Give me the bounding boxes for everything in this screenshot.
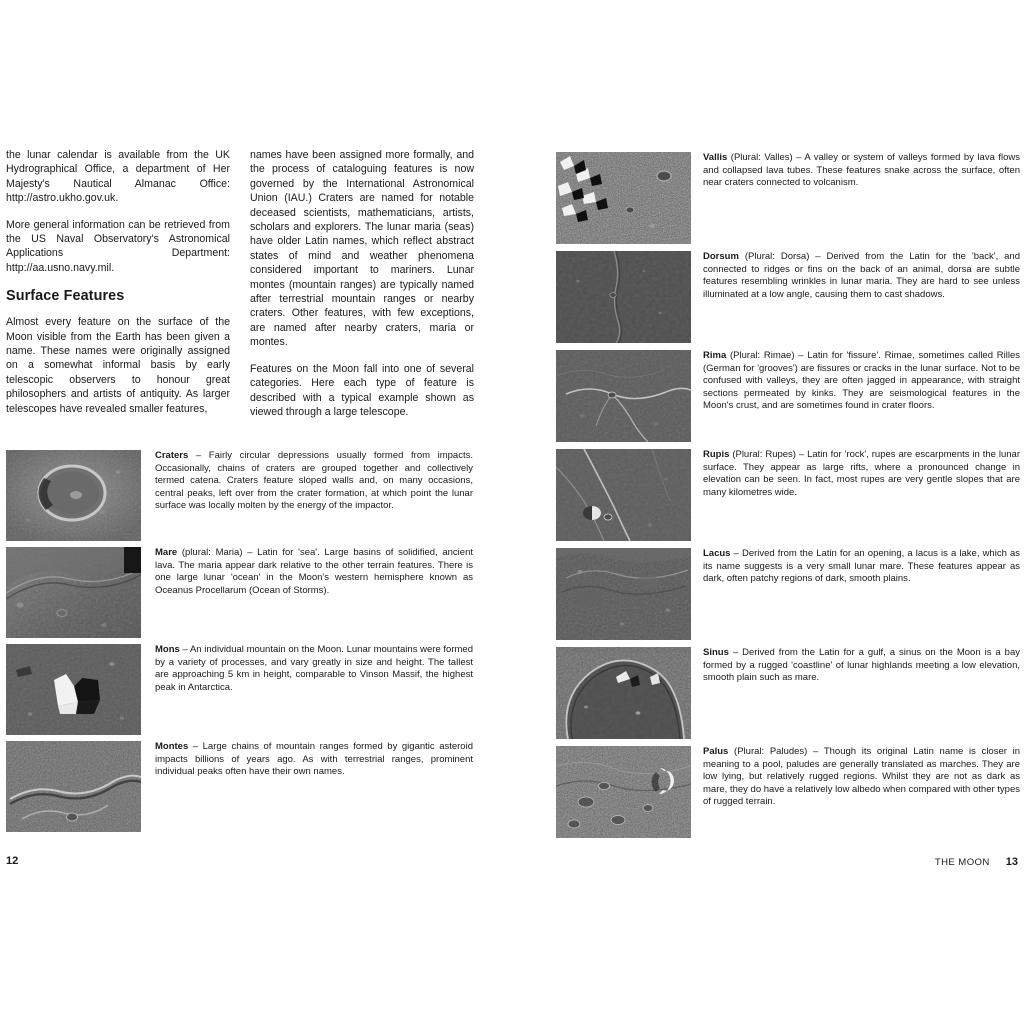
feature-description [155, 547, 473, 597]
feature-entry [556, 746, 1020, 838]
right-page-feature-list [556, 152, 1020, 845]
feature-term: Rima [703, 350, 727, 361]
feature-entry [6, 741, 474, 832]
feature-term: Dorsum [703, 251, 739, 262]
feature-term: Palus [703, 746, 729, 757]
feature-entry [556, 449, 1020, 541]
feature-term: Lacus [703, 548, 731, 559]
sinus-photo [556, 647, 691, 739]
feature-text: (plural: Maria) – Latin for 'sea'. Large basins of solidified, ancient lava. The maria appear dark relative to the other terrain features. There is one large lunar 'ocean' in the Moon's western hemisphere known as Oceanus Procellarum (Ocean of Storms). [155, 547, 473, 596]
vallis-photo-graphic [556, 152, 691, 244]
feature-text: – Derived from the Latin for a gulf, a sinus on the Moon is a bay formed by a rugged 'coastline' of lunar highlands meeting a low elevation, smooth plain such as mare. [703, 647, 1020, 684]
feature-term: Mare [155, 547, 178, 558]
paragraph: Features on the Moon fall into one of several categories. Here each type of feature is described with a typical example shown as viewed through a large telescope. [250, 362, 474, 418]
left-page-footer [6, 855, 18, 867]
feature-text: – An individual mountain on the Moon. Lunar mountains were formed by a variety of processes, and vary greatly in size and height. The tallest are approaching 5 km in height, comparable to Vinson Massif, the highest peak in Antarctica. [155, 644, 473, 693]
lacus-photo-graphic [556, 548, 691, 640]
palus-photo [556, 746, 691, 838]
feature-description [155, 450, 473, 513]
dorsum-photo [556, 251, 691, 343]
feature-text: (Plural: Paludes) – Though its original Latin name is closer in meaning to a pool, paludes are generally translated as marches. They are low lying, but relatively rugged regions. Whilst they are not as dark as mare, they do have a relatively low albedo when compared with other types of rugged terrain. [703, 746, 1020, 808]
mare-photo-graphic [6, 547, 141, 638]
feature-description [155, 644, 473, 694]
feature-description [703, 152, 1020, 190]
crater-photo [6, 450, 141, 541]
feature-description [703, 449, 1020, 499]
feature-description [703, 746, 1020, 809]
dorsum-photo-graphic [556, 251, 691, 343]
mons-photo-graphic [6, 644, 141, 735]
left-page-text-columns [6, 148, 474, 419]
rima-photo [556, 350, 691, 442]
feature-term: Mons [155, 644, 180, 655]
feature-entry [556, 647, 1020, 739]
rima-photo-graphic [556, 350, 691, 442]
left-page-column-1 [6, 148, 230, 419]
palus-photo-graphic [556, 746, 691, 838]
right-page-footer [935, 856, 1018, 868]
feature-term: Montes [155, 741, 189, 752]
feature-description [703, 251, 1020, 301]
montes-photo [6, 741, 141, 832]
crater-photo-graphic [6, 450, 141, 541]
feature-text: (Plural: Dorsa) – Derived from the Latin for the 'back', and connected to ridges or fins on the back of an animal, dorsa are subtle features resembling wrinkles in lunar maria. They are hard to see unless illuminated at a low angle, causing them to cast shadows. [703, 251, 1020, 300]
montes-photo-graphic [6, 741, 141, 832]
feature-text: (Plural: Rimae) – Latin for 'fissure'. Rimae, sometimes called Rilles (German for 'grooves') are fissures or cracks in the lunar surface. Not to be confused with valleys, they are often jagged in appearance, with straight sections permeated by kinks. They are seismological features in the Moon's crust, and are sometimes found in crater floors. [703, 350, 1020, 412]
lacus-photo [556, 548, 691, 640]
page-number-left: 12 [6, 855, 19, 867]
mons-photo [6, 644, 141, 735]
running-head: THE MOON [934, 857, 990, 868]
feature-text: (Plural: Valles) – A valley or system of valleys formed by lava flows and collapsed lava tubes. These features snake across the surface, often near craters connected to volcanism. [703, 152, 1020, 189]
left-page-column-2 [250, 148, 474, 419]
feature-entry [6, 450, 474, 541]
feature-entry [556, 350, 1020, 442]
feature-term: Vallis [703, 152, 728, 163]
feature-entry [556, 152, 1020, 244]
feature-entry [556, 251, 1020, 343]
page-number-right: 13 [1005, 856, 1018, 868]
vallis-photo [556, 152, 691, 244]
paragraph: names have been assigned more formally, and the process of cataloguing features is now governed by the International Astronomical Union (IAU.) Craters are named for notable deceased scientists, mathematicians, artists, scholars and explorers. The lunar maria (seas) have older Latin names, which reflect abstract states of mind and weather phenomena considered important to mariners. Lunar montes (mountain ranges) are typically named after terrestrial mountain ranges or nearby craters. Other features, with few exceptions, are named after nearby craters, maria or montes. [250, 149, 474, 349]
mare-photo [6, 547, 141, 638]
paragraph: the lunar calendar is available from the UK Hydrographical Office, a department of Her Majesty's Nautical Almanac Office: http://astro.ukho.gov.uk. [6, 149, 230, 205]
paragraph: Almost every feature on the surface of the Moon visible from the Earth has been given a name. These names were originally assigned on a somewhat informal basis by early telescopic observers to honour great philosophers and artists of antiquity. As larger telescopes have revealed smaller features, [6, 316, 230, 415]
feature-description [703, 350, 1020, 413]
feature-text: – Derived from the Latin for an opening, a lacus is a lake, which as its name suggests is a very small lunar mare. These features appear as dark, often patchy regions of dark, smooth plains. [703, 548, 1020, 585]
feature-description [703, 548, 1020, 586]
feature-description [155, 741, 473, 779]
feature-term: Sinus [703, 647, 729, 658]
paragraph: More general information can be retrieved from the US Naval Observatory's Astronomical Applications Department: http://aa.usno.navy.mil. [6, 218, 230, 274]
section-heading: Surface Features [6, 288, 125, 305]
sinus-photo-graphic [556, 647, 691, 739]
feature-text: – Fairly circular depressions usually formed from impacts. Occasionally, chains of craters are grouped together and collectively termed catena. Craters feature sloped walls and, on many occasions, central peaks, left over from the crater formation, at which point the lunar surface was locally molten by the energy of the impactor. [155, 450, 473, 512]
feature-entry [6, 547, 474, 638]
two-column-layout [6, 148, 474, 419]
feature-term: Rupis [703, 449, 730, 460]
feature-entry [6, 644, 474, 735]
rupis-photo-graphic [556, 449, 691, 541]
feature-entry [556, 548, 1020, 640]
rupis-photo [556, 449, 691, 541]
left-page-feature-list [6, 450, 474, 838]
feature-text: – Large chains of mountain ranges formed by gigantic asteroid impacts billions of years ago. As with terrestrial ranges, prominent individual peaks often have their own names. [155, 741, 473, 778]
feature-term: Craters [155, 450, 189, 461]
feature-text: (Plural: Rupes) – Latin for 'rock', rupes are escarpments in the lunar surface. They appear as large rifts, where a pronounced change in elevation can be seen. In fact, most rupes are very gentle slopes that are many kilometres wide. [703, 449, 1020, 498]
feature-description [703, 647, 1020, 685]
